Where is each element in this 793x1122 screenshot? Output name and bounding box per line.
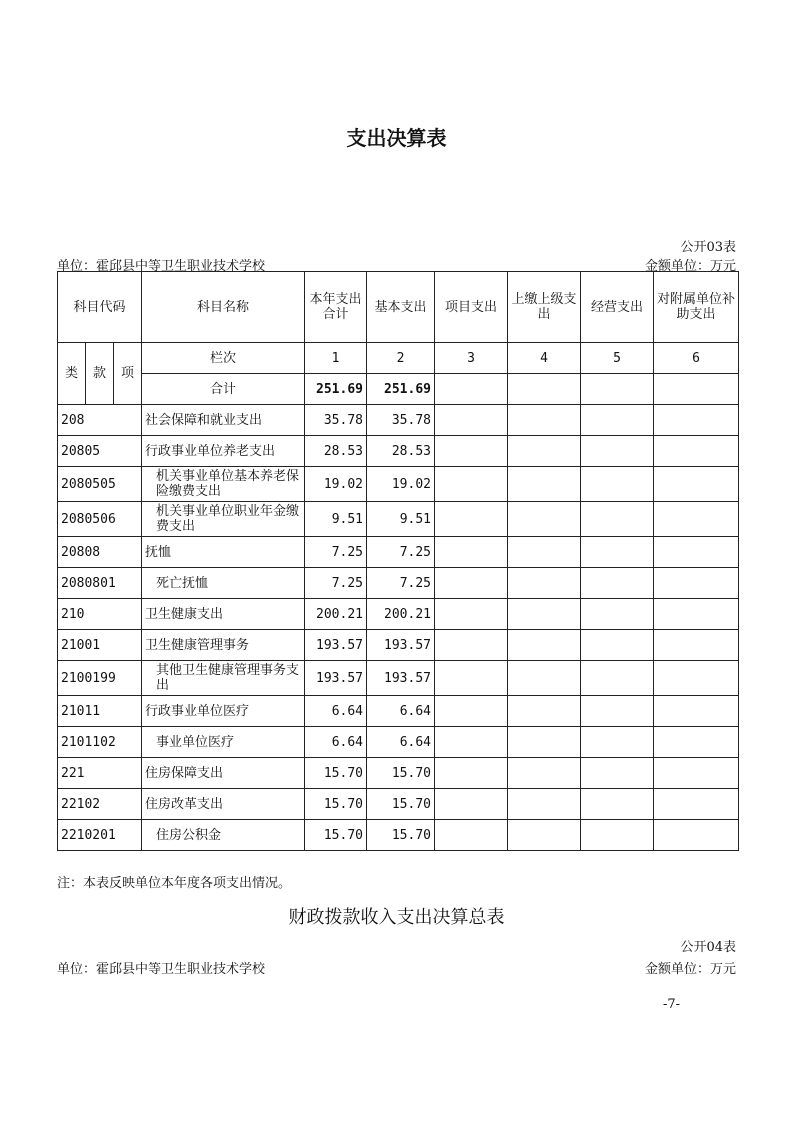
unit-label: 单位：霍邱县中等卫生职业技术学校: [57, 259, 266, 274]
table-row: 22102 住房改革支出 15.70 15.70: [58, 789, 739, 820]
table-row: 208 社会保障和就业支出 35.78 35.78: [58, 405, 739, 436]
table-row: 21011 行政事业单位医疗 6.64 6.64: [58, 696, 739, 727]
table-row: 2100199 其他卫生健康管理事务支出 193.57 193.57: [58, 661, 739, 696]
header-col4: 上缴上级支出: [508, 272, 581, 343]
table-row: 20808 抚恤 7.25 7.25: [58, 537, 739, 568]
table-row: 2101102 事业单位医疗 6.64 6.64: [58, 727, 739, 758]
header-col6: 对附属单位补助支出: [654, 272, 739, 343]
table-row: 221 住房保障支出 15.70 15.70: [58, 758, 739, 789]
header-xiang: 项: [114, 343, 142, 405]
table-row: 20805 行政事业单位养老支出 28.53 28.53: [58, 436, 739, 467]
table-row: 210 卫生健康支出 200.21 200.21: [58, 599, 739, 630]
header-col3: 项目支出: [435, 272, 508, 343]
col-num-1: 1: [305, 343, 367, 374]
header-subject-name: 科目名称: [142, 272, 305, 343]
unit-label-2: 单位：霍邱县中等卫生职业技术学校: [57, 962, 266, 977]
header-kuan: 款: [86, 343, 114, 405]
table-row: 2080505 机关事业单位基本养老保险缴费支出 19.02 19.02: [58, 467, 739, 502]
col-num-6: 6: [654, 343, 739, 374]
total-label: 合计: [142, 374, 305, 405]
header-subject-code: 科目代码: [58, 272, 142, 343]
amount-unit-2: 金额单位：万元: [644, 962, 736, 977]
table-row: 2080801 死亡抚恤 7.25 7.25: [58, 568, 739, 599]
page-number: -7-: [663, 997, 681, 1012]
page-title: 支出决算表: [346, 126, 447, 150]
col-num-5: 5: [581, 343, 654, 374]
form-code-2: 公开04表: [680, 940, 736, 955]
header-col5: 经营支出: [581, 272, 654, 343]
header-col2: 基本支出: [367, 272, 435, 343]
form-code: 公开03表: [680, 240, 736, 255]
col-num-4: 4: [508, 343, 581, 374]
table-note: 注：本表反映单位本年度各项支出情况。: [57, 876, 292, 891]
table-row: 2080506 机关事业单位职业年金缴费支出 9.51 9.51: [58, 502, 739, 537]
total-value-2: 251.69: [367, 374, 435, 405]
col-num-3: 3: [435, 343, 508, 374]
col-num-2: 2: [367, 343, 435, 374]
header-lanci: 栏次: [142, 343, 305, 374]
total-value-1: 251.69: [305, 374, 367, 405]
table-row: 2210201 住房公积金 15.70 15.70: [58, 820, 739, 851]
section-title-2: 财政拨款收入支出决算总表: [288, 907, 505, 928]
expenditure-table: [57, 271, 739, 851]
amount-unit: 金额单位：万元: [644, 259, 736, 274]
header-col1: 本年支出合计: [305, 272, 367, 343]
table-row: 21001 卫生健康管理事务 193.57 193.57: [58, 630, 739, 661]
header-lei: 类: [58, 343, 86, 405]
